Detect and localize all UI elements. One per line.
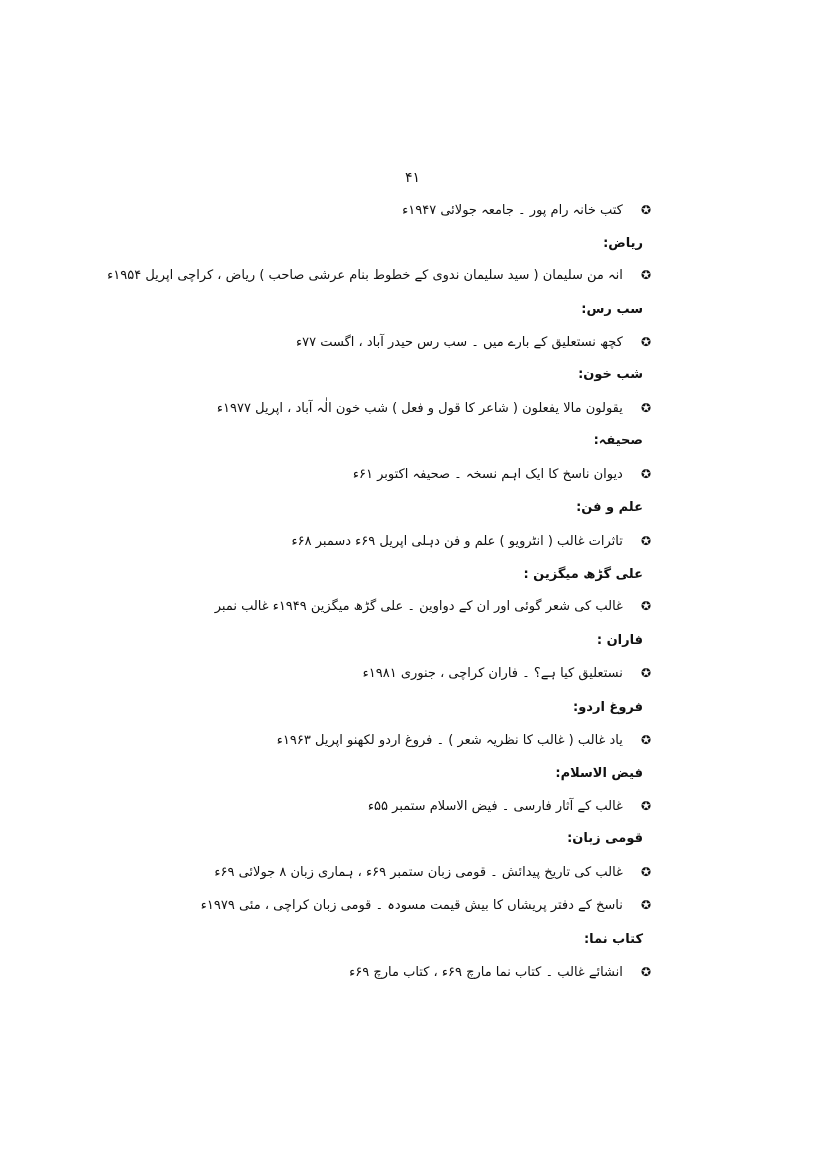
entry-text: یاد غالب ( غالب کا نظریہ شعر ) ۔ فروغ اردو لکھنو اپریل ۱۹۶۳ء [276,733,623,748]
section-heading: علم و فن: [576,500,643,515]
section-heading: کتاب نما: [583,932,643,947]
section-heading: ریاض: [603,236,643,251]
entry-row [368,799,653,814]
section-heading: قومی زبان: [567,831,643,846]
entry-row [107,268,653,283]
bullet-icon: ✪ [640,335,652,349]
entry-text: دیوان ناسخ کا ایک اہم نسخہ ۔ صحیفہ اکتوبر ۶۱ء [352,467,623,482]
entry-text: کتب خانہ رام پور ۔ جامعہ جولائی ۱۹۴۷ء [402,203,623,218]
entry-row [277,733,653,748]
entry-row [201,898,653,913]
bullet-icon: ✪ [640,898,652,912]
entry-text: ناسخ کے دفتر پریشاں کا بیش قیمت مسودہ ۔ قومی زبان کراچی ، مئی ۱۹۷۹ء [200,898,623,913]
bullet-icon: ✪ [640,599,652,613]
entry-row [214,865,653,880]
page-number: ۴۱ [405,170,421,186]
section-heading: فروغ اردو: [573,700,643,715]
bullet-icon: ✪ [640,965,652,979]
entry-row [296,335,653,350]
entry-text: یقولون مالا یفعلون ( شاعر کا قول و فعل ) شب خون الٰہ آباد ، اپریل ۱۹۷۷ء [216,401,623,416]
entry-row [363,666,653,681]
bullet-icon: ✪ [640,799,652,813]
entry-row [349,965,653,980]
entry-row [292,534,654,549]
bullet-icon: ✪ [640,534,652,548]
bullet-icon: ✪ [640,666,652,680]
bullet-icon: ✪ [640,467,652,481]
section-heading: شب خون: [578,367,643,382]
bullet-icon: ✪ [640,268,652,282]
section-heading: فیض الاسلام: [555,766,643,781]
section-heading: فاران : [596,633,643,648]
entry-text: انشائے غالب ۔ کتاب نما مارچ ۶۹ء ، کتاب مارچ ۶۹ء [349,965,623,980]
entry-text: نستعلیق کیا ہے؟ ۔ فاران کراچی ، جنوری ۱۹۸۱ء [362,666,623,681]
bullet-icon: ✪ [640,733,652,747]
section-heading: علی گڑھ میگزین : [523,567,643,582]
bullet-icon: ✪ [640,401,652,415]
entry-text: غالب کے آثار فارسی ۔ فیض الاسلام ستمبر ۵۵ء [367,799,623,814]
entry-text: انہ من سلیمان ( سید سلیمان ندوی کے خطوط بنام عرشی صاحب ) ریاض ، کراچی اپریل ۱۹۵۴ء [107,268,623,283]
entry-row [402,203,653,218]
section-heading: صحیفہ: [593,433,643,448]
entry-row [217,401,653,416]
bullet-icon: ✪ [640,203,652,217]
entry-text: غالب کی تاریخ پیدائش ۔ قومی زبان ستمبر ۶۹ء ، ہماری زبان ۸ جولائی ۶۹ء [214,865,623,880]
section-heading: سب رس: [581,302,643,317]
entry-text: کچھ نستعلیق کے بارے میں ۔ سب رس حیدر آباد ، اگست ۷۷ء [296,335,623,350]
entry-text: تاثرات غالب ( انٹرویو ) علم و فن دہلی اپریل ۶۹ء دسمبر ۶۸ء [291,534,623,549]
entry-row [353,467,653,482]
bullet-icon: ✪ [640,865,652,879]
entry-text: غالب کی شعر گوئی اور ان کے دواوین ۔ علی گڑھ میگزین ۱۹۴۹ء غالب نمبر [214,599,623,614]
entry-row [215,599,653,614]
